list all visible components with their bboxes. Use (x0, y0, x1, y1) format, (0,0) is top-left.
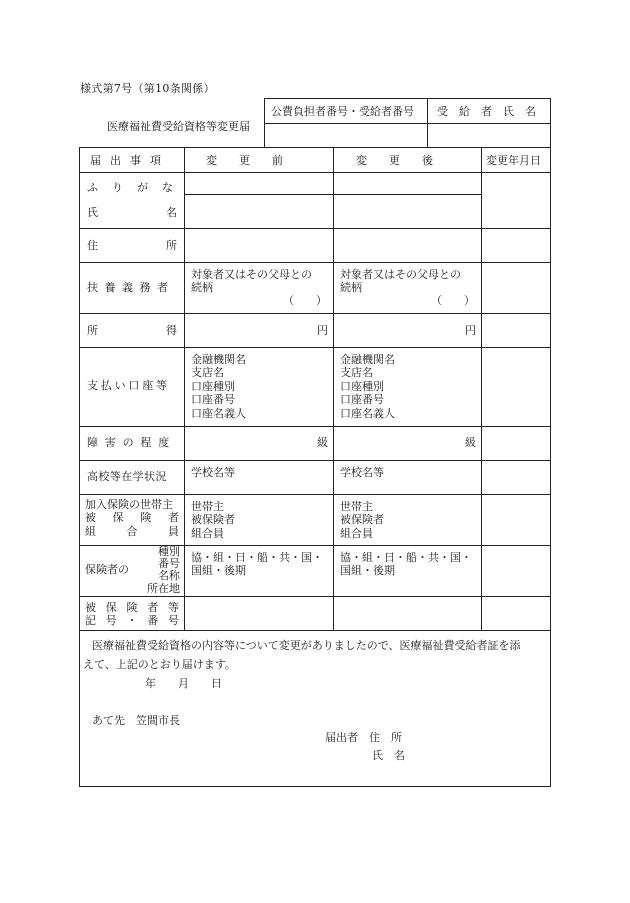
bank-field-label: 口座種別 (191, 379, 235, 393)
bank-field-label: 口座番号 (340, 393, 384, 407)
relation-label: 対象者又はその父母との (340, 268, 461, 281)
col-header-date: 変更年月日 (486, 154, 541, 167)
label-line: 被 保 険 者 等 (85, 601, 179, 614)
option-label: 世帯主 (340, 500, 373, 513)
row-label-bank-account: 支払い口座等 (87, 379, 170, 392)
applicant-name-label: 氏 名 (372, 749, 405, 762)
bank-field-label: 支店名 (191, 366, 224, 380)
insurer-field-label: 名称 (158, 569, 180, 583)
declaration-text-1: 医療福祉費受給資格の内容等について変更がありましたので、医療福祉費受給者証を添 (92, 639, 521, 652)
label-line: 記 号 ・ 番 号 (85, 614, 179, 628)
row-label-income: 所 得 (87, 324, 177, 337)
school-name-label: 学校名等 (191, 466, 235, 479)
declaration-text-2: えて、上記のとおり届けます。 (83, 658, 236, 671)
school-name-label: 学校名等 (340, 466, 384, 479)
furigana-after-field[interactable] (334, 173, 480, 193)
bank-field-label: 口座名義人 (191, 406, 246, 420)
name-before-field[interactable] (185, 195, 332, 227)
row-line (80, 262, 550, 263)
address-before-field[interactable] (185, 229, 332, 261)
applicant-address-label: 届出者 住 所 (325, 731, 402, 744)
label-line: 被 保 険 者 (85, 511, 179, 525)
addressee: あて先 笠間市長 (92, 714, 180, 727)
main-table (79, 147, 551, 787)
bank-field-label: 支店名 (340, 366, 373, 380)
name-after-field[interactable] (334, 195, 480, 227)
insurer-field-label: 所在地 (147, 581, 180, 595)
row-line (80, 460, 550, 461)
relation-label: 対象者又はその父母との (191, 268, 312, 281)
header-box (264, 98, 551, 148)
form-number: 様式第7号（第10条関係） (80, 82, 215, 95)
relation-label: 続柄 (340, 281, 362, 295)
insurer-field-label: 種別 (158, 545, 180, 558)
label-line: 加入保険の世帯主 (85, 498, 173, 511)
furigana-before-field[interactable] (185, 173, 332, 193)
bank-fields-after (340, 353, 395, 420)
row-label-guardian: 扶養義務者 (87, 281, 175, 294)
insurance-head-before (191, 500, 235, 540)
relation-label: 続柄 (191, 281, 213, 295)
row-label-school: 高校等在学状況 (87, 470, 167, 483)
grade-unit: 級 (465, 436, 476, 449)
bank-fields-before (191, 353, 246, 420)
address-after-field[interactable] (334, 229, 480, 261)
row-line (80, 313, 550, 314)
recipient-number-label: 公費負担者番号・受給者番号 (271, 105, 414, 118)
label-line: 組 合 員 (85, 524, 179, 538)
insurer-types-before (191, 551, 323, 578)
row-label-insurance-head (85, 498, 179, 538)
insurer-types: 国組・後期 (191, 564, 246, 578)
bank-field-label: 口座番号 (191, 393, 235, 407)
bank-field-label: 口座種別 (340, 379, 384, 393)
row-label-disability: 障害の程度 (87, 436, 176, 449)
option-label: 被保険者 (191, 513, 235, 527)
insurer-types: 協・組・日・船・共・国・ (340, 551, 472, 564)
grade-unit: 級 (317, 436, 328, 449)
guardian-after (340, 268, 461, 295)
bank-field-label: 口座名義人 (340, 406, 395, 420)
row-line (80, 426, 550, 427)
guardian-before (191, 268, 312, 295)
bank-field-label: 金融機関名 (191, 353, 246, 366)
insurer-field-label: 番号 (158, 557, 180, 571)
row-label-furigana: ふりがな (87, 181, 187, 194)
option-label: 世帯主 (191, 500, 224, 513)
insurer-types-after (340, 551, 472, 578)
relation-paren: （ ） (283, 294, 327, 307)
yen-unit: 円 (317, 324, 328, 337)
row-label-name: 氏 名 (87, 206, 177, 219)
row-line (80, 347, 550, 348)
recipient-number-field[interactable] (265, 124, 426, 147)
relation-paren: （ ） (431, 294, 475, 307)
insurer-fields (142, 546, 180, 595)
col-header-before: 変 更 前 (206, 154, 283, 167)
col-header-after: 変 更 後 (356, 154, 433, 167)
col-line (481, 148, 482, 630)
option-label: 被保険者 (340, 513, 384, 527)
row-line (80, 596, 550, 597)
form-title: 医療福祉費受給資格等変更届 (107, 120, 250, 133)
insurer-types: 国組・後期 (340, 564, 395, 578)
option-label: 組合員 (191, 526, 224, 540)
row-line (80, 630, 550, 631)
declaration-date: 年 月 日 (145, 677, 222, 690)
col-header-item: 届出事項 (90, 154, 170, 167)
row-label-address: 住 所 (87, 239, 177, 252)
row-label-insured-symbol (85, 601, 179, 628)
recipient-name-label: 受 給 者 氏 名 (437, 105, 536, 118)
insurance-head-after (340, 500, 384, 540)
option-label: 組合員 (340, 526, 373, 540)
bank-field-label: 金融機関名 (340, 353, 395, 366)
row-label-insurer: 保険者の (85, 563, 129, 576)
yen-unit: 円 (465, 324, 476, 337)
row-line (80, 494, 550, 495)
insurer-types: 協・組・日・船・共・国・ (191, 551, 323, 564)
recipient-name-field[interactable] (428, 124, 550, 147)
